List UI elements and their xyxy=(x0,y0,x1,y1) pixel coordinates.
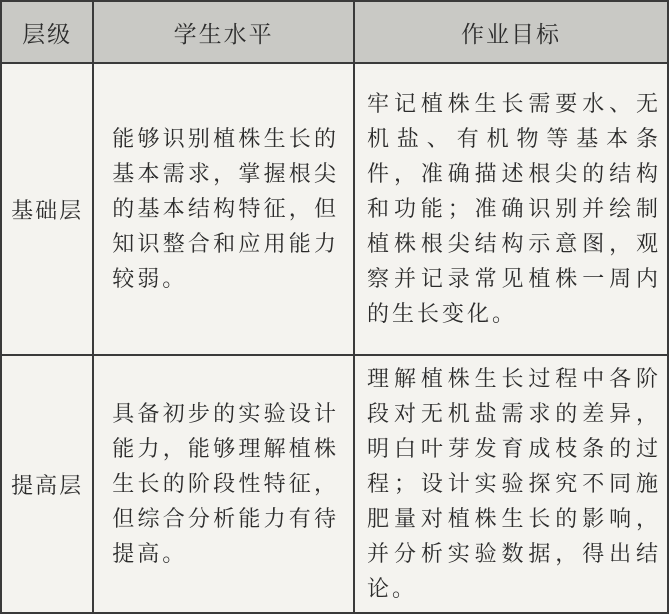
student-level-text: 具备初步的实验设计能力，能够理解植株生长的阶段性特征，但综合分析能力有待提高。 xyxy=(112,401,340,567)
goal-cell xyxy=(354,63,668,355)
header-row xyxy=(1,1,668,63)
student-level-cell xyxy=(93,63,354,355)
goal-text: 理解植株生长过程中各阶段对无机盐需求的差异，明白叶芽发育成枝条的过程；设计实验探究不同施肥量对植株生长的影响，并分析实验数据，得出结论。 xyxy=(367,366,661,602)
table-row xyxy=(1,355,668,613)
header-goal: 作业目标 xyxy=(354,1,668,63)
student-level-text: 能够识别植株生长的基本需求，掌握根尖的基本结构特征，但知识整合和应用能力较弱。 xyxy=(112,126,340,292)
header-student-level: 学生水平 xyxy=(93,1,354,63)
goal-cell xyxy=(354,355,668,613)
header-level: 层级 xyxy=(1,1,93,63)
student-level-cell xyxy=(93,355,354,613)
table-row xyxy=(1,63,668,355)
level-cell: 提高层 xyxy=(1,355,93,613)
goal-text: 牢记植株生长需要水、无机盐、有机物等基本条件，准确描述根尖的结构和功能；准确识别并绘制植株根尖结构示意图，观察并记录常见植株一周内的生长变化。 xyxy=(367,91,661,327)
level-cell: 基础层 xyxy=(1,63,93,355)
